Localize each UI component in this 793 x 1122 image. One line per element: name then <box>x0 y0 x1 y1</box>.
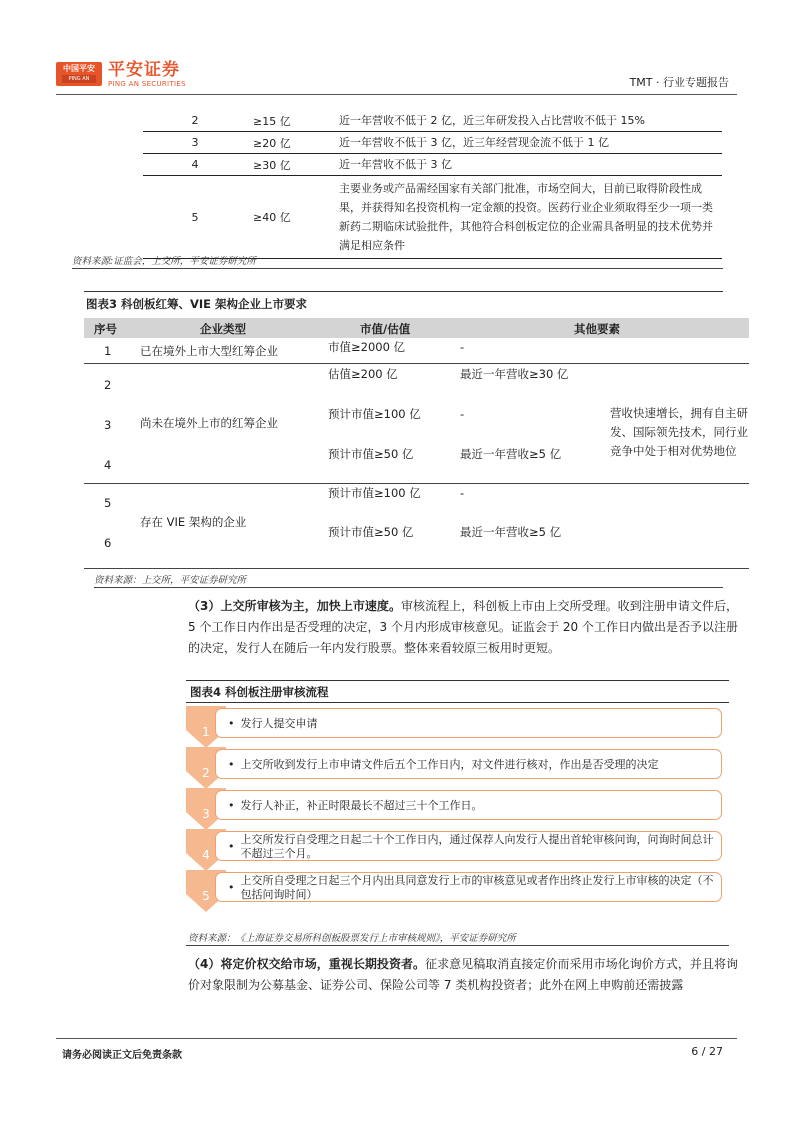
brand-en: PING AN SECURITIES <box>108 80 186 88</box>
paragraph-heading: （4）将定价权交给市场，重视长期投资者。 <box>188 957 426 971</box>
table-cell: ≥30 亿 <box>247 154 335 176</box>
table3-title: 图表3 科创板红筹、VIE 架构企业上市要求 <box>86 297 308 311</box>
source-divider <box>94 587 723 588</box>
revenue-cell: - <box>460 340 465 354</box>
step-text: 上交所发行自受理之日起二十个工作日内，通过保荐人向发行人提出首轮审核问询，问询时间总计不超过三个月。 <box>240 833 714 860</box>
step-text: 上交所自受理之日起三个月内出具同意发行上市的审核意见或者作出终止发行上市审核的决定（不包括问询时间） <box>240 874 714 901</box>
disclaimer-link[interactable]: 请务必阅读正文后免责条款 <box>62 1050 182 1061</box>
chart4-top-divider <box>186 680 729 681</box>
revenue-cell: 最近一年营收≥5 亿 <box>460 447 562 461</box>
paragraph-review <box>188 596 738 659</box>
step-box <box>215 831 722 861</box>
table-rule <box>84 363 749 364</box>
step-number: 5 <box>202 889 210 903</box>
value-cell: 预计市值≥100 亿 <box>328 486 421 500</box>
step-box <box>215 749 722 779</box>
table-cell: 3 <box>143 132 247 154</box>
row-num: 3 <box>104 418 112 432</box>
table-rule <box>84 568 749 569</box>
footer-divider <box>56 1038 737 1039</box>
step-number: 1 <box>202 725 210 739</box>
table-row <box>143 154 722 176</box>
table2-source: 资料来源:证监会，上交所，平安证券研究所 <box>72 256 256 267</box>
source-divider <box>186 945 729 946</box>
table-cell: 主要业务或产品需经国家有关部门批准，市场空间大，目前已取得阶段性成果，并获得知名投资机构一定金额的投资。医药行业企业须取得至少一项一类新药二期临床试验批件，其他符合科创板定位的企业需具备明显的技术优势并满足相应条件 <box>335 176 722 259</box>
paragraph-text: 审核流程上，科创板上市由上交所受理。收到注册申请文件后，5 个工作日内作出是否受理的决定，3 个月内形成审核意见。证监会于 20 个工作日内做出是否予以注册的决定，发行人在随后一年内发行股票。整体来看较原三板用时更短。 <box>188 599 738 655</box>
table-cell: 近一年营收不低于 3 亿，近三年经营现金流不低于 1 亿 <box>335 132 722 154</box>
row-num: 6 <box>104 536 112 550</box>
revenue-cell: - <box>460 407 465 421</box>
table3-title-divider <box>84 291 723 292</box>
step-number: 2 <box>202 766 210 780</box>
paragraph-text: 征求意见稿取消直接定价而采用市场化询价方式，并且将询价对象限制为公募基金、证券公司、保险公司等 7 类机构投资者；此外在网上申购前还需披露 <box>188 957 738 992</box>
chart4-title-divider <box>186 702 729 703</box>
table3-header <box>84 318 749 338</box>
step-text: 发行人补正，补正时限最长不超过三十个工作日。 <box>240 799 483 812</box>
header-other: 其他要素 <box>574 322 620 336</box>
row-num: 5 <box>104 496 112 510</box>
row-num: 2 <box>104 378 112 392</box>
logo-subtext: PING AN <box>62 75 96 83</box>
table-row <box>143 132 722 154</box>
step-box <box>215 872 722 902</box>
table-rule <box>84 483 749 484</box>
bullet-icon: • <box>228 799 235 812</box>
other-factors: 营收快速增长，拥有自主研发、国际领先技术，同行业竞争中处于相对优势地位 <box>610 406 748 458</box>
value-cell: 估值≥200 亿 <box>328 367 398 381</box>
header-divider <box>56 94 737 95</box>
brand-cn: 平安证券 <box>108 60 180 80</box>
table2 <box>143 110 722 259</box>
bullet-icon: • <box>228 717 235 730</box>
company-type: 已在境外上市大型红筹企业 <box>140 344 278 358</box>
row-num: 1 <box>104 344 112 358</box>
step-text: 上交所收到发行上市申请文件后五个工作日内，对文件进行核对，作出是否受理的决定 <box>240 758 659 771</box>
step-number: 3 <box>202 807 210 821</box>
bullet-icon: • <box>228 840 235 853</box>
header-num: 序号 <box>94 322 117 336</box>
paragraph-pricing <box>188 954 738 996</box>
table-row <box>143 110 722 132</box>
logo-text: 中国平安 <box>63 64 95 73</box>
table-row <box>143 176 722 259</box>
revenue-cell: 最近一年营收≥5 亿 <box>460 525 562 539</box>
row-num: 4 <box>104 458 112 472</box>
report-tag: TMT · 行业专题报告 <box>629 76 729 89</box>
header-value: 市值/估值 <box>360 322 411 336</box>
brand-name <box>108 60 186 89</box>
revenue-cell: 最近一年营收≥30 亿 <box>460 367 569 381</box>
step-text: 发行人提交申请 <box>240 717 318 730</box>
bullet-icon: • <box>228 881 235 894</box>
value-cell: 预计市值≥100 亿 <box>328 407 421 421</box>
value-cell: 预计市值≥50 亿 <box>328 525 414 539</box>
table-cell: ≥20 亿 <box>247 132 335 154</box>
value-cell: 预计市值≥50 亿 <box>328 447 414 461</box>
chart4-source: 资料来源：《上海证券交易所科创板股票发行上市审核规则》，平安证券研究所 <box>188 933 516 944</box>
paragraph-heading: （3）上交所审核为主，加快上市速度。 <box>188 599 402 613</box>
table-cell: ≥40 亿 <box>247 176 335 259</box>
table-cell: 2 <box>143 110 247 132</box>
source-divider <box>72 268 723 269</box>
company-type: 尚未在境外上市的红筹企业 <box>140 416 278 430</box>
table-cell: 近一年营收不低于 3 亿 <box>335 154 722 176</box>
step-box <box>215 790 722 820</box>
value-cell: 市值≥2000 亿 <box>328 340 406 354</box>
bullet-icon: • <box>228 758 235 771</box>
step-number: 4 <box>202 848 210 862</box>
step-box <box>215 708 722 738</box>
page-number: 6 / 27 <box>691 1045 723 1058</box>
company-logo <box>56 62 102 86</box>
table-cell: 近一年营收不低于 2 亿，近三年研发投入占比营收不低于 15% <box>335 110 722 132</box>
company-type: 存在 VIE 架构的企业 <box>140 515 247 529</box>
table-cell: 4 <box>143 154 247 176</box>
table-cell: 5 <box>143 176 247 259</box>
revenue-cell: - <box>460 486 465 500</box>
table-cell: ≥15 亿 <box>247 110 335 132</box>
header-type: 企业类型 <box>200 322 246 336</box>
table3-source: 资料来源：上交所，平安证券研究所 <box>94 575 247 586</box>
chart4-title: 图表4 科创板注册审核流程 <box>190 685 329 699</box>
